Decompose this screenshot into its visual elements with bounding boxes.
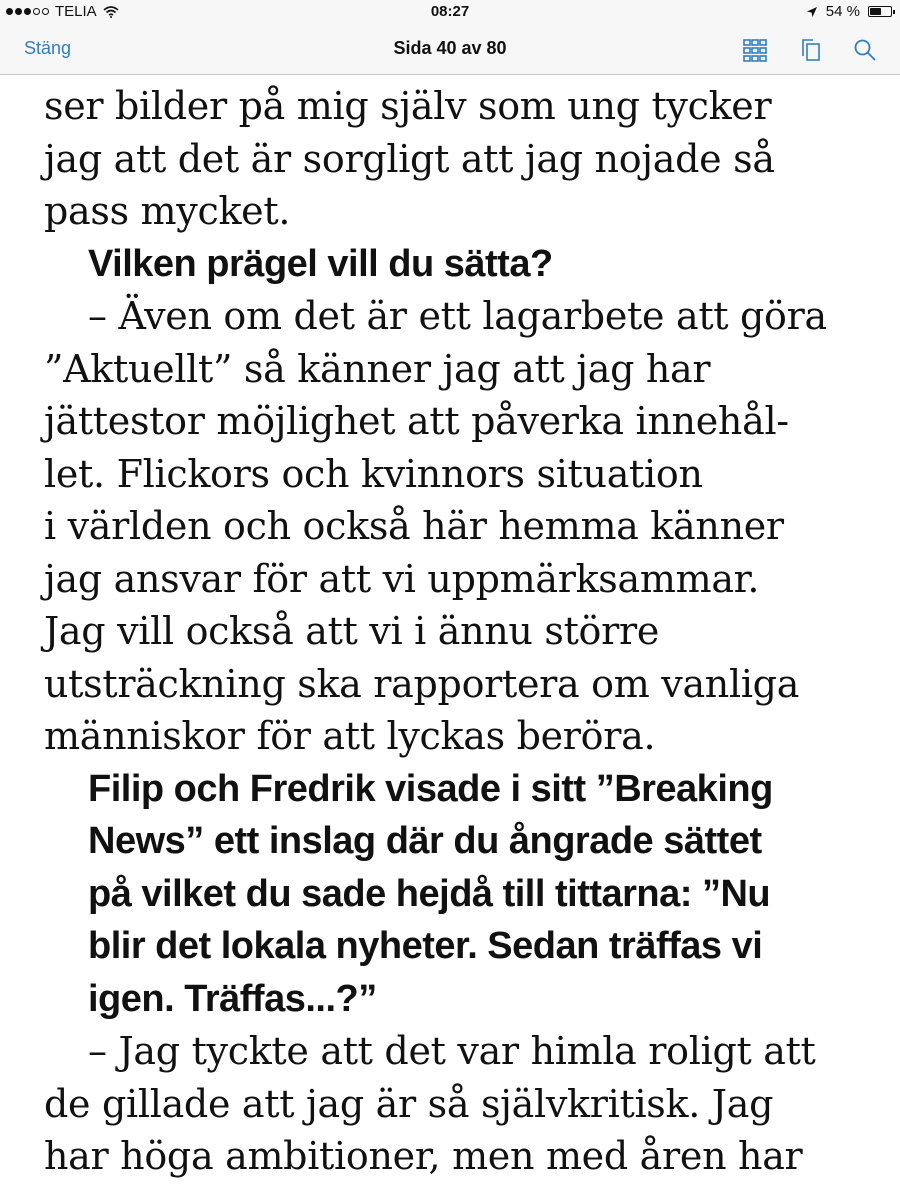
interview-answer <box>44 1025 894 1183</box>
text-line: pass mycket. <box>44 189 291 233</box>
text-line: jag att det är sorgligt att jag nojade så <box>44 136 775 181</box>
page-indicator: Sida 40 av 80 <box>393 38 507 58</box>
battery-fill <box>870 8 881 15</box>
text-line: ser bilder på mig själv som ung tycker <box>44 84 772 128</box>
status-right <box>806 3 892 20</box>
article-body <box>44 80 894 1183</box>
location-arrow-icon <box>806 6 818 18</box>
question-line: blir det lokala nyheter. Sedan träffas vi <box>88 925 763 967</box>
text-line: – Jag tyckte att det var himla roligt att <box>88 1029 816 1073</box>
question-line: igen. Träffas...?” <box>88 977 377 1020</box>
question-line: News” ett inslag där du ångrade sättet <box>88 820 762 862</box>
text-line: Jag vill också att vi i ännu större <box>44 609 660 653</box>
interview-answer <box>44 290 894 763</box>
text-line: de gillade att jag är så självkritisk. Jag <box>44 1081 774 1126</box>
battery-icon <box>868 6 892 17</box>
text-line: – Även om det är ett lagarbete att göra <box>88 294 827 338</box>
text-line: har höga ambitioner, men med åren har <box>44 1134 803 1178</box>
text-line: människor för att lyckas beröra. <box>44 714 656 758</box>
close-button[interactable]: Stäng <box>24 38 72 58</box>
paragraph-intro <box>44 80 894 238</box>
grid-icon[interactable] <box>742 37 768 63</box>
interview-question <box>44 763 894 1026</box>
battery-cap <box>893 10 895 14</box>
carrier-name: TELIA <box>55 3 97 20</box>
question-line: Vilken prägel vill du sätta? <box>88 242 553 285</box>
text-line: let. Flickors och kvinnors situation <box>44 451 703 496</box>
search-icon[interactable] <box>852 37 878 63</box>
question-line: Filip och Fredrik visade i sitt ”Breaking <box>88 767 773 810</box>
text-line: utsträckning ska rapportera om vanliga <box>44 661 800 706</box>
text-line: jag ansvar för att vi uppmärksammar. <box>44 556 760 601</box>
battery-percentage: 54 % <box>825 3 860 20</box>
status-time: 08:27 <box>430 3 470 20</box>
pages-icon[interactable] <box>798 37 824 63</box>
reader-toolbar <box>0 24 900 75</box>
text-line: ”Aktuellt” så känner jag att jag har <box>44 346 711 391</box>
status-bar <box>0 0 900 24</box>
text-line: jättestor möjlighet att påverka innehål- <box>44 399 789 443</box>
interview-question <box>44 238 894 291</box>
question-line: på vilket du sade hejdå till tittarna: ”Nu <box>88 872 771 915</box>
text-line: i världen och också här hemma känner <box>44 504 784 548</box>
